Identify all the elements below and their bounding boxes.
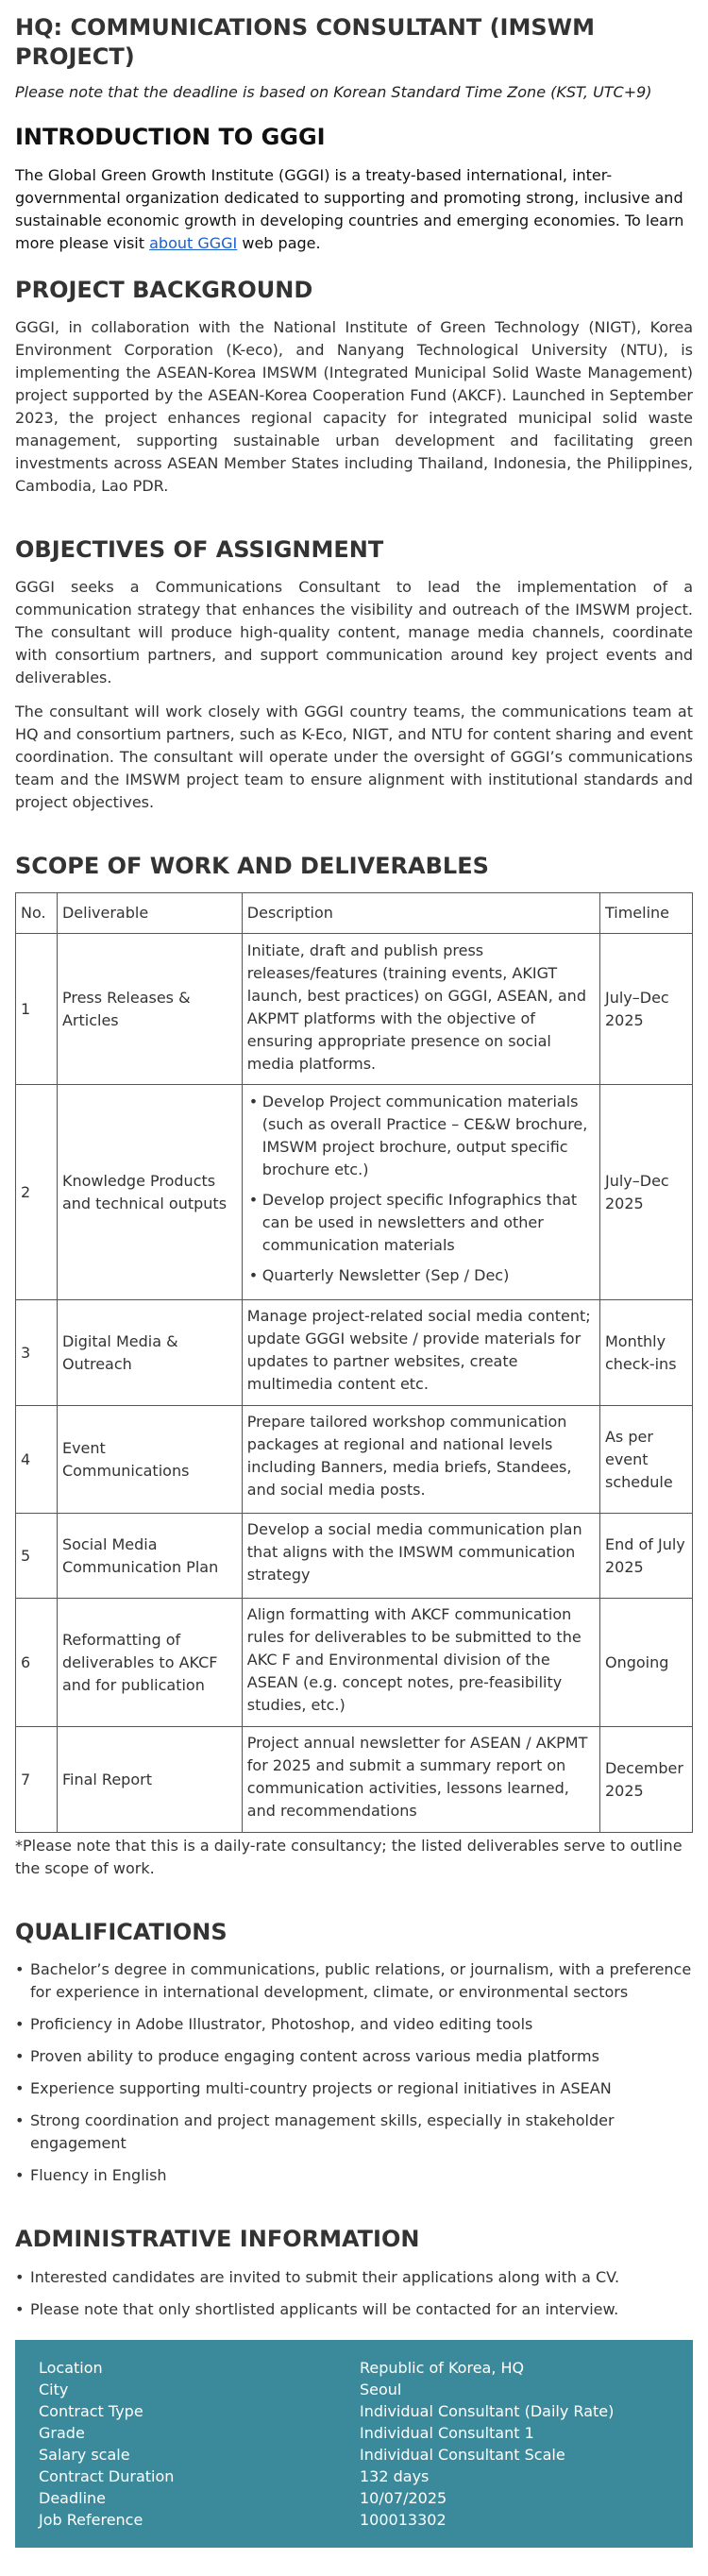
detail-row-deadline (39, 2487, 669, 2509)
row-description: Initiate, draft and publish press releases/features (training events, AKIGT launch, best practices) on GGGI, ASEAN, and AKPMT platforms with the objective of ensuring appropriate presence on social media platforms. (242, 934, 599, 1085)
list-item: • Strong coordination and project management skills, especially in stakeholder engagement (15, 2110, 693, 2155)
row-number: 1 (16, 934, 58, 1085)
row-deliverable: Event Communications (57, 1406, 242, 1514)
detail-value: Individual Consultant Scale (360, 2445, 565, 2464)
row-number: 7 (16, 1727, 58, 1833)
detail-value: 100013302 (360, 2510, 447, 2529)
deadline-note: Please note that the deadline is based on Korean Standard Time Zone (KST, UTC+9) (15, 83, 652, 102)
row-deliverable: Reformatting of deliverables to AKCF and for publication (57, 1599, 242, 1727)
list-item: • Bachelor’s degree in communications, public relations, or journalism, with a preference for experience in international development, climate, or environmental sectors (15, 1958, 693, 2004)
qualifications-heading: QUALIFICATIONS (15, 1919, 228, 1946)
project-background-section (15, 276, 693, 498)
row-number: 2 (16, 1085, 58, 1300)
page-title: HQ: COMMUNICATIONS CONSULTANT (IMSWM PROJECT) (15, 14, 595, 71)
detail-row-grade (39, 2422, 669, 2444)
intro-text (15, 164, 693, 255)
row-deliverable: Press Releases & Articles (57, 934, 242, 1085)
detail-value: 132 days (360, 2466, 430, 2485)
list-item: • Quarterly Newsletter (Sep / Dec) (262, 1264, 595, 1287)
row-timeline: July–Dec 2025 (599, 1085, 692, 1300)
row-description: Align formatting with AKCF communication rules for deliverables to be submitted to the AKC F and Environmental division of the ASEAN (e.g. concept notes, pre-feasibility studies, etc.) (242, 1599, 599, 1727)
detail-row-salary-scale (39, 2444, 669, 2466)
detail-label: Deadline (39, 2488, 106, 2507)
detail-row-job-reference (39, 2509, 669, 2531)
detail-label: Job Reference (39, 2510, 143, 2529)
row-timeline: July–Dec 2025 (599, 934, 692, 1085)
row-timeline: End of July 2025 (599, 1514, 692, 1599)
detail-value: Individual Consultant (Daily Rate) (360, 2401, 615, 2420)
job-details-box (15, 2340, 693, 2548)
qualifications-list (15, 1958, 693, 2187)
column-header-description: Description (242, 893, 599, 934)
table-footnote: *Please note that this is a daily-rate consultancy; the listed deliverables serve to outline the scope of work. (15, 1837, 683, 1878)
table-row (16, 1514, 693, 1599)
row-description: Prepare tailored workshop communication packages at regional and national levels including Banners, media briefs, Standees, and social media posts. (242, 1406, 599, 1514)
detail-value: Individual Consultant 1 (360, 2423, 534, 2442)
table-header-row (16, 893, 693, 934)
row-description: Manage project-related social media content; update GGGI website / provide materials for updates to partner websites, create multimedia content etc. (242, 1300, 599, 1406)
detail-label: Contract Duration (39, 2466, 175, 2485)
detail-label: City (39, 2380, 69, 2398)
detail-row-location (39, 2357, 669, 2379)
row-timeline: December 2025 (599, 1727, 692, 1833)
list-item: • Develop Project communication materials (such as overall Practice – CE&W brochure, IMSWM project brochure, output specific brochure etc.) (262, 1091, 595, 1181)
column-header-deliverable: Deliverable (57, 893, 242, 934)
table-row (16, 1300, 693, 1406)
row-deliverable: Digital Media & Outreach (57, 1300, 242, 1406)
row-number: 4 (16, 1406, 58, 1514)
detail-value: Seoul (360, 2380, 402, 2398)
table-row (16, 1085, 693, 1300)
background-text: GGGI, in collaboration with the National Institute of Green Technology (NIGT), Korea Environment Corporation (K-eco), and Nanyang Technological University (NTU), is implementing the ASEAN-Korea IMSWM (Integrated Municipal Solid Waste Management) project supported by the ASEAN-Korea Cooperation Fund (AKCF). Launched in September 2023, the project enhances regional capacity for integrated municipal solid waste management, supporting sustainable urban development and facilitating green investments across ASEAN Member States including Thailand, Indonesia, the Philippines, Cambodia, Lao PDR. (15, 317, 693, 495)
admin-heading: ADMINISTRATIVE INFORMATION (15, 2226, 420, 2253)
detail-row-contract-type (39, 2400, 669, 2422)
scope-section (15, 852, 693, 1880)
row-description (242, 1085, 599, 1300)
table-row (16, 1406, 693, 1514)
row-description: Develop a social media communication plan that aligns with the IMSWM communication strategy (242, 1514, 599, 1599)
row-deliverable: Social Media Communication Plan (57, 1514, 242, 1599)
list-item: • Develop project specific Infographics that can be used in newsletters and other communication materials (262, 1189, 595, 1257)
row-description: Project annual newsletter for ASEAN / AKPMT for 2025 and submit a summary report on communication activities, lessons learned, and recommendations (242, 1727, 599, 1833)
list-item: • Interested candidates are invited to submit their applications along with a CV. (15, 2266, 693, 2289)
list-item: • Experience supporting multi-country projects or regional initiatives in ASEAN (15, 2077, 693, 2100)
intro-heading: INTRODUCTION TO GGGI (15, 124, 326, 151)
intro-text-tail: web page. (237, 233, 321, 252)
background-heading: PROJECT BACKGROUND (15, 276, 313, 303)
objectives-section (15, 535, 693, 814)
list-item: • Proficiency in Adobe Illustrator, Photoshop, and video editing tools (15, 2013, 693, 2036)
row-number: 3 (16, 1300, 58, 1406)
row-deliverable: Knowledge Products and technical outputs (57, 1085, 242, 1300)
list-item: • Please note that only shortlisted applicants will be contacted for an interview. (15, 2298, 693, 2321)
admin-list (15, 2266, 693, 2321)
intro-text-body: The Global Green Growth Institute (GGGI) is a treaty-based international, inter-governmental organization dedicated to supporting and promoting strong, inclusive and sustainable economic growth in developing countries and emerging economies. To learn more please visit (15, 165, 684, 252)
detail-label: Salary scale (39, 2445, 130, 2464)
detail-label: Contract Type (39, 2401, 143, 2420)
table-row (16, 1599, 693, 1727)
detail-row-contract-duration (39, 2466, 669, 2487)
detail-row-city (39, 2379, 669, 2400)
objectives-heading: OBJECTIVES OF ASSIGNMENT (15, 535, 384, 563)
intro-section (15, 123, 693, 254)
objectives-paragraph-1: GGGI seeks a Communications Consultant to lead the implementation of a communication strategy that enhances the visibility and outreach of the IMSWM project. The consultant will produce high-quality content, manage media channels, coordinate with consortium partners, and support communication around key project events and deliverables. (15, 577, 693, 686)
list-item: • Proven ability to produce engaging content across various media platforms (15, 2045, 693, 2068)
about-gggi-link[interactable]: about GGGI (149, 233, 238, 252)
row-timeline: Ongoing (599, 1599, 692, 1727)
row-description-list (247, 1091, 595, 1287)
row-timeline: As per event schedule (599, 1406, 692, 1514)
admin-section (15, 2225, 693, 2547)
deliverables-table (15, 892, 693, 1833)
row-number: 5 (16, 1514, 58, 1599)
detail-label: Location (39, 2358, 103, 2377)
list-item: • Fluency in English (15, 2164, 693, 2187)
row-deliverable: Final Report (57, 1727, 242, 1833)
objectives-paragraph-2: The consultant will work closely with GGGI country teams, the communications team at HQ and consortium partners, such as K-Eco, NIGT, and NTU for content sharing and event coordination. The consultant will operate under the oversight of GGGI’s communications team and the IMSWM project team to ensure alignment with institutional standards and project objectives. (15, 702, 693, 811)
row-timeline: Monthly check-ins (599, 1300, 692, 1406)
qualifications-section (15, 1918, 693, 2187)
column-header-no: No. (16, 893, 58, 934)
column-header-timeline: Timeline (599, 893, 692, 934)
scope-heading: SCOPE OF WORK AND DELIVERABLES (15, 852, 489, 879)
detail-label: Grade (39, 2423, 85, 2442)
detail-value: Republic of Korea, HQ (360, 2358, 525, 2377)
detail-value: 10/07/2025 (360, 2488, 447, 2507)
table-row (16, 1727, 693, 1833)
table-row (16, 934, 693, 1085)
row-number: 6 (16, 1599, 58, 1727)
